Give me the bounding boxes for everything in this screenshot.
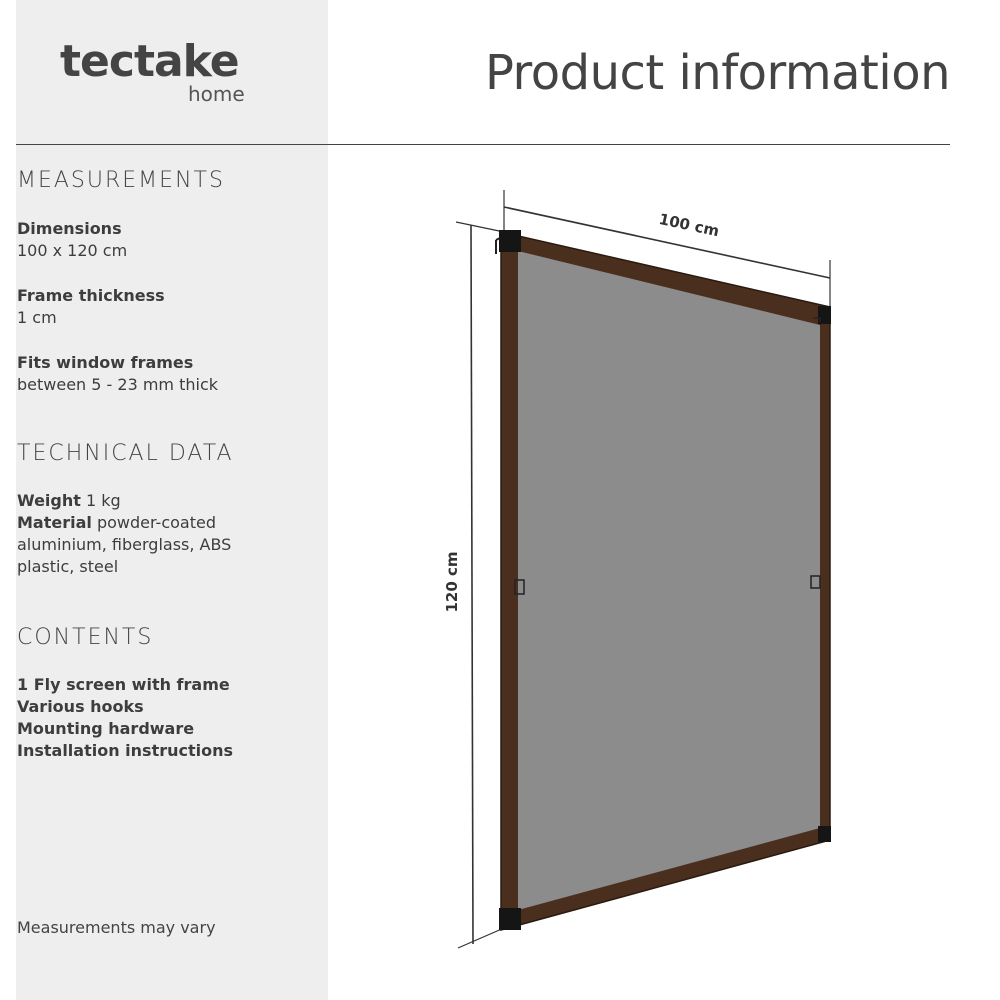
- corner-cap: [818, 826, 831, 842]
- dimensions-block: [17, 218, 317, 262]
- frame-thickness-value: 1 cm: [17, 308, 57, 327]
- brand-logo: [60, 36, 260, 106]
- screen-frame: [501, 232, 830, 930]
- fits-label: Fits window frames: [17, 353, 194, 372]
- brand-sub: home: [188, 82, 245, 106]
- technical-block: [17, 490, 257, 578]
- fits-block: [17, 352, 317, 396]
- page-title: Product information: [484, 45, 950, 101]
- corner-cap: [499, 230, 521, 252]
- material-label: Material: [17, 513, 92, 532]
- mesh-panel: [518, 251, 820, 910]
- technical-heading: TECHNICAL DATA: [17, 441, 234, 466]
- measurements-heading: MEASUREMENTS: [17, 168, 225, 193]
- width-label: 100 cm: [657, 209, 721, 241]
- weight-value: 1 kg: [86, 491, 121, 510]
- contents-item: Mounting hardware: [17, 719, 195, 738]
- contents-item: Installation instructions: [17, 741, 234, 760]
- weight-label: Weight: [17, 491, 81, 510]
- dimensions-value: 100 x 120 cm: [17, 241, 128, 260]
- contents-list: [17, 674, 317, 762]
- frame-thickness-label: Frame thickness: [17, 286, 165, 305]
- dimensions-label: Dimensions: [17, 219, 122, 238]
- frame-thickness-block: [17, 285, 317, 329]
- height-dimension: [443, 222, 504, 948]
- fly-screen-diagram: [440, 180, 860, 960]
- fits-value: between 5 - 23 mm thick: [17, 375, 219, 394]
- brand-name: tectake: [60, 36, 239, 87]
- height-label: 120 cm: [443, 551, 461, 613]
- corner-cap: [499, 908, 521, 930]
- contents-heading: CONTENTS: [17, 625, 154, 650]
- contents-item: Various hooks: [17, 697, 144, 716]
- header-divider: [16, 144, 950, 145]
- material-value: powder-coated aluminium, fiberglass, ABS plastic, steel: [17, 513, 232, 576]
- footnote: Measurements may vary: [17, 918, 216, 937]
- contents-item: 1 Fly screen with frame: [17, 675, 230, 694]
